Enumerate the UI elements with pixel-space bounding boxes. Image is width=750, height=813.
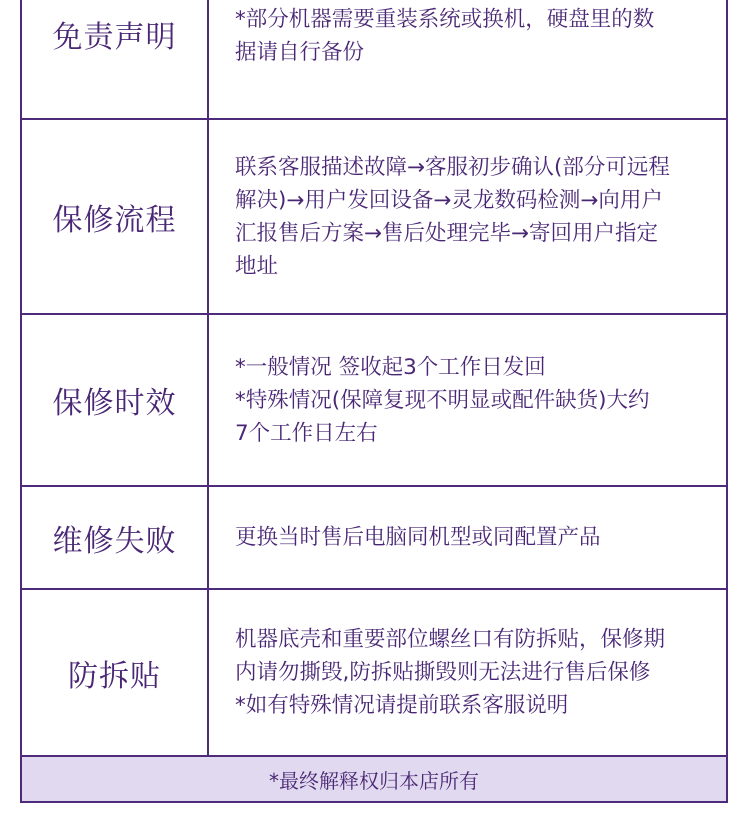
row-label-tamper-seal: 防拆贴: [22, 590, 209, 755]
table-row-warranty-time: [22, 315, 726, 487]
row-content-warranty-time: [209, 315, 726, 485]
policy-table: [20, 0, 728, 757]
table-row-disclaimer: [22, 0, 726, 120]
content-line: 7个工作日左右: [235, 420, 378, 446]
table-row-warranty-process: [22, 120, 726, 315]
row-content-repair-failure: [209, 487, 726, 588]
row-content-tamper-seal: [209, 590, 726, 755]
row-label-warranty-time: 保修时效: [22, 315, 209, 485]
content-line: 更换当时售后电脑同机型或同配置产品: [235, 525, 601, 550]
footer-note: *最终解释权归本店所有: [20, 757, 728, 803]
content-line: 解决)→用户发回设备→灵龙数码检测→向用户: [235, 187, 663, 213]
content-line: 地址: [235, 253, 279, 279]
content-line: 内请勿撕毁,防拆贴撕毁则无法进行售后保修: [235, 660, 651, 685]
content-line: *部分机器需要重装系统或换机，硬盘里的数: [235, 7, 655, 32]
row-label-disclaimer: 免责声明: [22, 0, 209, 118]
row-content-disclaimer: [209, 0, 726, 118]
content-line: 据请自行备份: [235, 40, 365, 65]
table-row-repair-failure: [22, 487, 726, 590]
content-line: 汇报售后方案→售后处理完毕→寄回用户指定: [235, 220, 659, 246]
content-line: 联系客服描述故障→客服初步确认(部分可远程: [235, 154, 670, 180]
content-line: *如有特殊情况请提前联系客服说明: [235, 693, 569, 718]
content-line: 机器底壳和重要部位螺丝口有防拆贴，保修期: [235, 627, 666, 652]
table-row-tamper-seal: [22, 590, 726, 757]
content-line: *特殊情况(保障复现不明显或配件缺货)大约: [235, 387, 650, 413]
row-content-warranty-process: [209, 120, 726, 313]
row-label-repair-failure: 维修失败: [22, 487, 209, 588]
content-line: *一般情况 签收起3个工作日发回: [235, 354, 546, 380]
row-label-warranty-process: 保修流程: [22, 120, 209, 313]
